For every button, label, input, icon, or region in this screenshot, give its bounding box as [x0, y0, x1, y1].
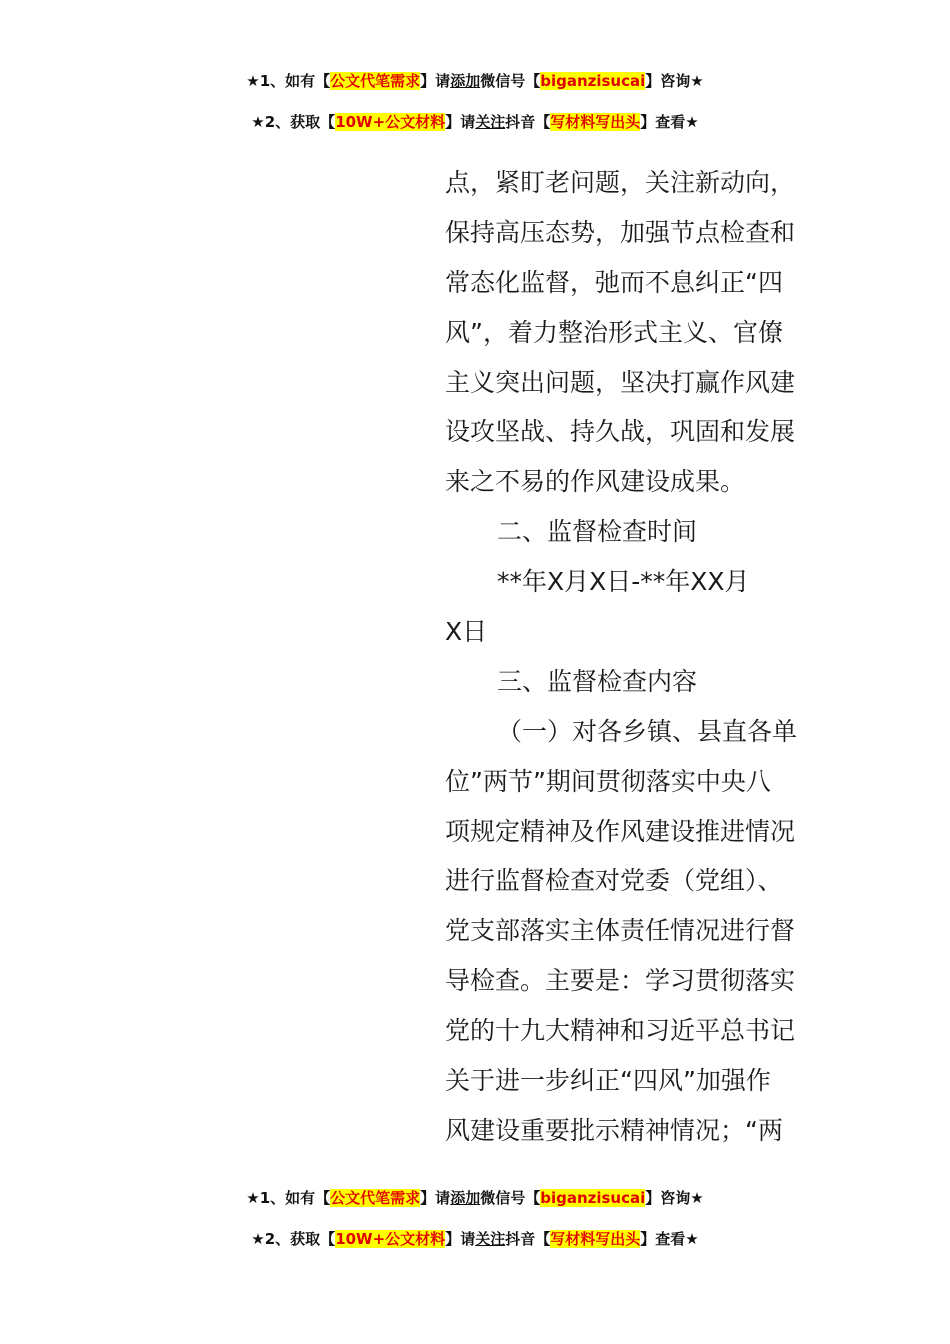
text-line: 来之不易的作风建设成果。 [445, 467, 746, 497]
highlight-service: 公文代笔需求 [330, 72, 421, 90]
text-line: 常态化监督，弛而不息纠正“四 [445, 267, 783, 297]
text-line: 党的十九大精神和习近平总书记 [445, 1016, 796, 1046]
text-line: 主义突出问题，坚决打赢作风建 [445, 367, 796, 397]
banner-text: 抖音【 [505, 113, 551, 131]
text-line: 保持高压态势，加强节点检查和 [445, 217, 796, 247]
banner-line-2 [251, 1224, 698, 1254]
highlight-wechat-id: biganzisucai [540, 1189, 646, 1207]
text-line: 关于进一步纠正“四风”加强作 [445, 1066, 771, 1096]
text-line: 进行监督检查对党委（党组）、 [445, 866, 783, 896]
banner-text: 】请 [445, 113, 476, 131]
section-heading: 二、监督检查时间 [497, 517, 698, 547]
document-body [445, 158, 810, 1156]
highlight-service: 公文代笔需求 [330, 1189, 421, 1207]
banner-text: 微信号【 [480, 72, 541, 90]
underlined-text: 添加 [450, 1189, 481, 1207]
text-line: （一）对各乡镇、县直各单 [497, 716, 798, 746]
banner-text: 】查看★ [640, 113, 699, 131]
banner-line-1 [246, 66, 703, 96]
text-line: **年X月X日-**年XX月 [497, 567, 750, 597]
banner-text: ★1、如有【 [246, 72, 331, 90]
banner-text: ★1、如有【 [246, 1189, 331, 1207]
section-heading: 三、监督检查内容 [497, 666, 698, 696]
text-line: 导检查。主要是：学习贯彻落实 [445, 966, 796, 996]
banner-text: 】请 [420, 1189, 451, 1207]
text-line: 党支部落实主体责任情况进行督 [445, 916, 796, 946]
banner-line-1 [246, 1183, 703, 1213]
text-line: 项规定精神及作风建设推进情况 [445, 816, 796, 846]
banner-text: ★2、获取【 [251, 1230, 336, 1248]
banner-text: 】咨询★ [645, 72, 704, 90]
highlight-materials: 10W+公文材料 [335, 113, 446, 131]
underlined-text: 关注 [475, 113, 506, 131]
highlight-douyin-account: 写材料写出头 [550, 113, 641, 131]
text-line: X日 [445, 617, 488, 647]
highlight-materials: 10W+公文材料 [335, 1230, 446, 1248]
banner-text: 微信号【 [480, 1189, 541, 1207]
text-line: 风建设重要批示精神情况；“两 [445, 1115, 783, 1145]
banner-text: 抖音【 [505, 1230, 551, 1248]
text-line: 风”，着力整治形式主义、官僚 [445, 317, 783, 347]
highlight-douyin-account: 写材料写出头 [550, 1230, 641, 1248]
footer-banner [0, 1183, 950, 1265]
banner-text: ★2、获取【 [251, 113, 336, 131]
text-line: 位”两节”期间贯彻落实中央八 [445, 766, 771, 796]
banner-text: 】请 [420, 72, 451, 90]
banner-text: 】咨询★ [645, 1189, 704, 1207]
banner-text: 】查看★ [640, 1230, 699, 1248]
text-line: 点，紧盯老问题，关注新动向， [445, 168, 796, 197]
underlined-text: 添加 [450, 72, 481, 90]
header-banner [0, 66, 950, 148]
banner-line-2 [251, 107, 698, 137]
text-line: 设攻坚战、持久战，巩固和发展 [445, 417, 796, 447]
highlight-wechat-id: biganzisucai [540, 72, 646, 90]
banner-text: 】请 [445, 1230, 476, 1248]
underlined-text: 关注 [475, 1230, 506, 1248]
